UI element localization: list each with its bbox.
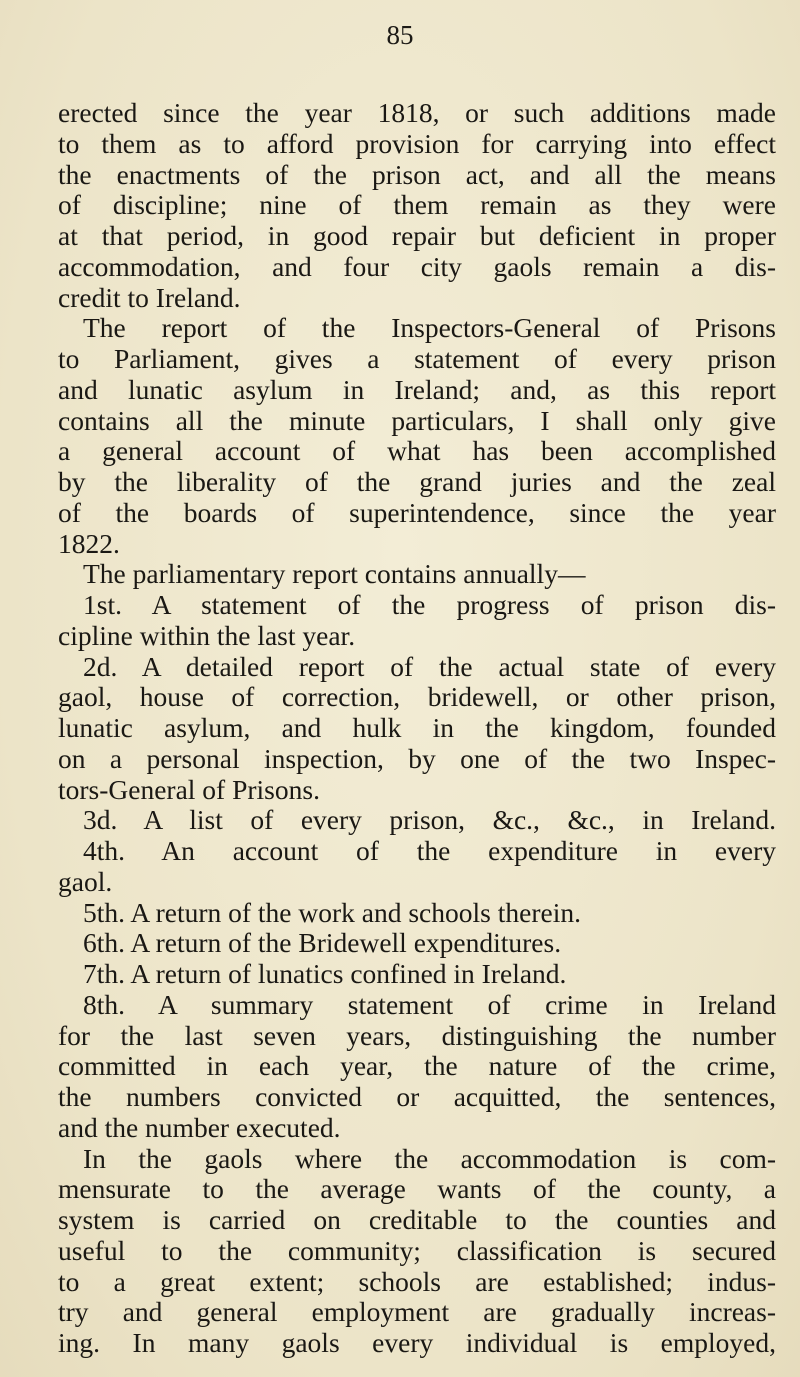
text-line: tors-General of Prisons.	[58, 773, 320, 805]
text-line: 8th. A summary statement of crime in Ireland	[83, 988, 776, 1020]
text-line: on a personal inspection, by one of the two Inspec-	[58, 742, 776, 774]
text-line: of the boards of superintendence, since the year	[58, 496, 776, 528]
text-line: mensurate to the average wants of the county, a	[58, 1173, 776, 1205]
text-line: erected since the year 1818, or such additions made	[58, 97, 776, 128]
text-line: The report of the Inspectors-General of Prisons	[83, 312, 776, 344]
text-line: 4th. An account of the expenditure in every	[83, 835, 776, 866]
text-line: and the number executed.	[58, 1111, 341, 1143]
text-line: The parliamentary report contains annually—	[83, 558, 586, 590]
text-line: by the liberality of the grand juries and the zeal	[58, 466, 776, 497]
text-line: for the last seven years, distinguishing the number	[58, 1019, 776, 1051]
text-line: committed in each year, the nature of the crime,	[58, 1050, 776, 1082]
body-text	[58, 98, 776, 1359]
text-line: In the gaols where the accommodation is com-	[83, 1142, 776, 1174]
text-line: 3d. A list of every prison, &c., &c., in Ireland.	[83, 804, 776, 836]
text-line: 7th. A return of lunatics confined in Ireland.	[83, 958, 567, 989]
text-line: system is carried on creditable to the counties and	[58, 1204, 776, 1235]
text-line: gaol.	[58, 865, 113, 897]
text-line: the enactments of the prison act, and all the means	[58, 158, 776, 190]
text-line: to them as to afford provision for carrying into effect	[58, 127, 776, 159]
text-line: cipline within the last year.	[58, 619, 356, 651]
text-line: 1st. A statement of the progress of prison dis-	[83, 589, 776, 620]
page-number: 85	[386, 20, 414, 50]
text-line: useful to the community; classification is secured	[58, 1234, 776, 1266]
text-line: try and general employment are gradually increas-	[58, 1296, 776, 1328]
text-line: of discipline; nine of them remain as they were	[58, 189, 776, 221]
text-line: gaol, house of correction, bridewell, or other prison,	[58, 681, 776, 713]
text-line: to a great extent; schools are established; indus-	[58, 1265, 776, 1297]
text-line: lunatic asylum, and hulk in the kingdom, founded	[58, 712, 776, 743]
text-line: contains all the minute particulars, I shall only give	[58, 404, 776, 436]
text-line: a general account of what has been accomplished	[58, 435, 776, 467]
text-line: and lunatic asylum in Ireland; and, as this report	[58, 373, 776, 405]
text-line: ing. In many gaols every individual is employed,	[58, 1327, 776, 1358]
text-line: to Parliament, gives a statement of every prison	[58, 343, 776, 374]
text-line: at that period, in good repair but deficient in proper	[58, 220, 776, 251]
text-line: the numbers convicted or acquitted, the sentences,	[58, 1081, 776, 1112]
text-line: 6th. A return of the Bridewell expenditures.	[83, 927, 562, 959]
text-line: 5th. A return of the work and schools therein.	[83, 896, 581, 928]
text-line: 2d. A detailed report of the actual state of every	[83, 650, 776, 682]
text-line: 1822.	[58, 527, 120, 559]
text-line: credit to Ireland.	[58, 281, 241, 313]
text-line: accommodation, and four city gaols remain a dis-	[58, 250, 776, 282]
